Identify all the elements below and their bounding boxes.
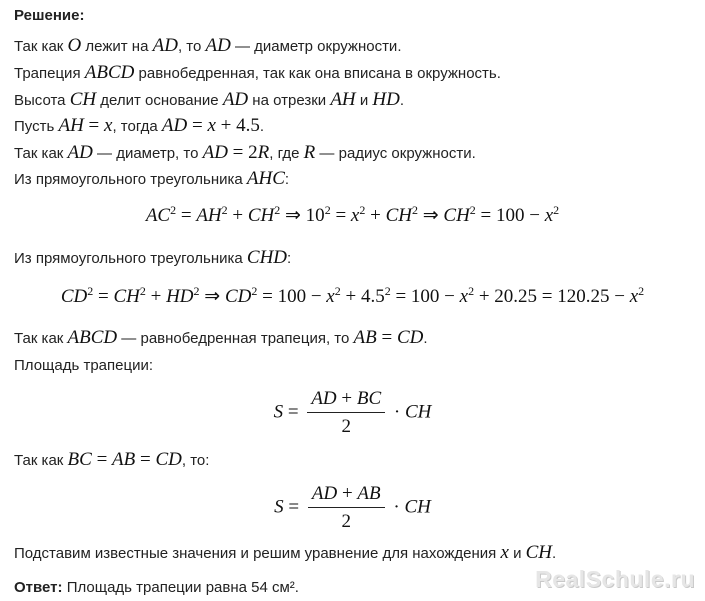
solution-heading: Решение: — [14, 7, 85, 24]
formula-area-1: S = $\frac{AD + BC}{2}$ · CH — [273, 388, 432, 437]
line-let-ah: Пусть AH = x, тогда AD = x + 4.5. — [14, 115, 265, 136]
line-substitute: Подставим известные значения и решим уравнение для нахождения x и CH. — [14, 542, 557, 563]
line-triangle-chd: Из прямоугольного треугольника CHD: — [14, 247, 292, 268]
formula-chd: $CD^2 = CH^2 + HD^2$ ⇒ $CD^2 = 100 - x^2 + 4.5^2 = 100 - x^2 + 20.25 = 120.25 - x^2$ — [60, 284, 645, 307]
line-isosceles: Трапеция ABCD равнобедренная, так как она вписана в окружность. — [14, 62, 501, 83]
formula-area-2: S = $\frac{AD + AB}{2}$ · CH — [274, 483, 431, 532]
answer-label: Ответ: — [14, 579, 63, 596]
watermark-logo: RealSchule.ru — [535, 566, 695, 592]
line-ab-cd: Так как ABCD — равнобедренная трапеция, то AB = CD. — [14, 327, 428, 348]
line-radius: Так как AD — диаметр, то AD = 2R, где R — радиус окружности. — [14, 142, 476, 163]
line-height: Высота CH делит основание AD на отрезки AH и HD. — [14, 89, 404, 110]
answer-line — [14, 578, 299, 598]
answer-text: Площадь трапеции равна 54 см². — [62, 579, 299, 596]
line-bc-ab-cd: Так как BC = AB = CD, то: — [14, 449, 210, 470]
line-area-label: Площадь трапеции: — [14, 357, 153, 374]
formula-ahc: $AC^2 = AH^2 + CH^2$ ⇒ $10^2 = x^2 + CH^2$ ⇒ $CH^2 = 100 - x^2$ — [145, 203, 560, 226]
line-diameter: Так как O лежит на AD, то AD — диаметр окружности. — [14, 35, 402, 56]
line-triangle-ahc: Из прямоугольного треугольника AHC: — [14, 168, 290, 189]
